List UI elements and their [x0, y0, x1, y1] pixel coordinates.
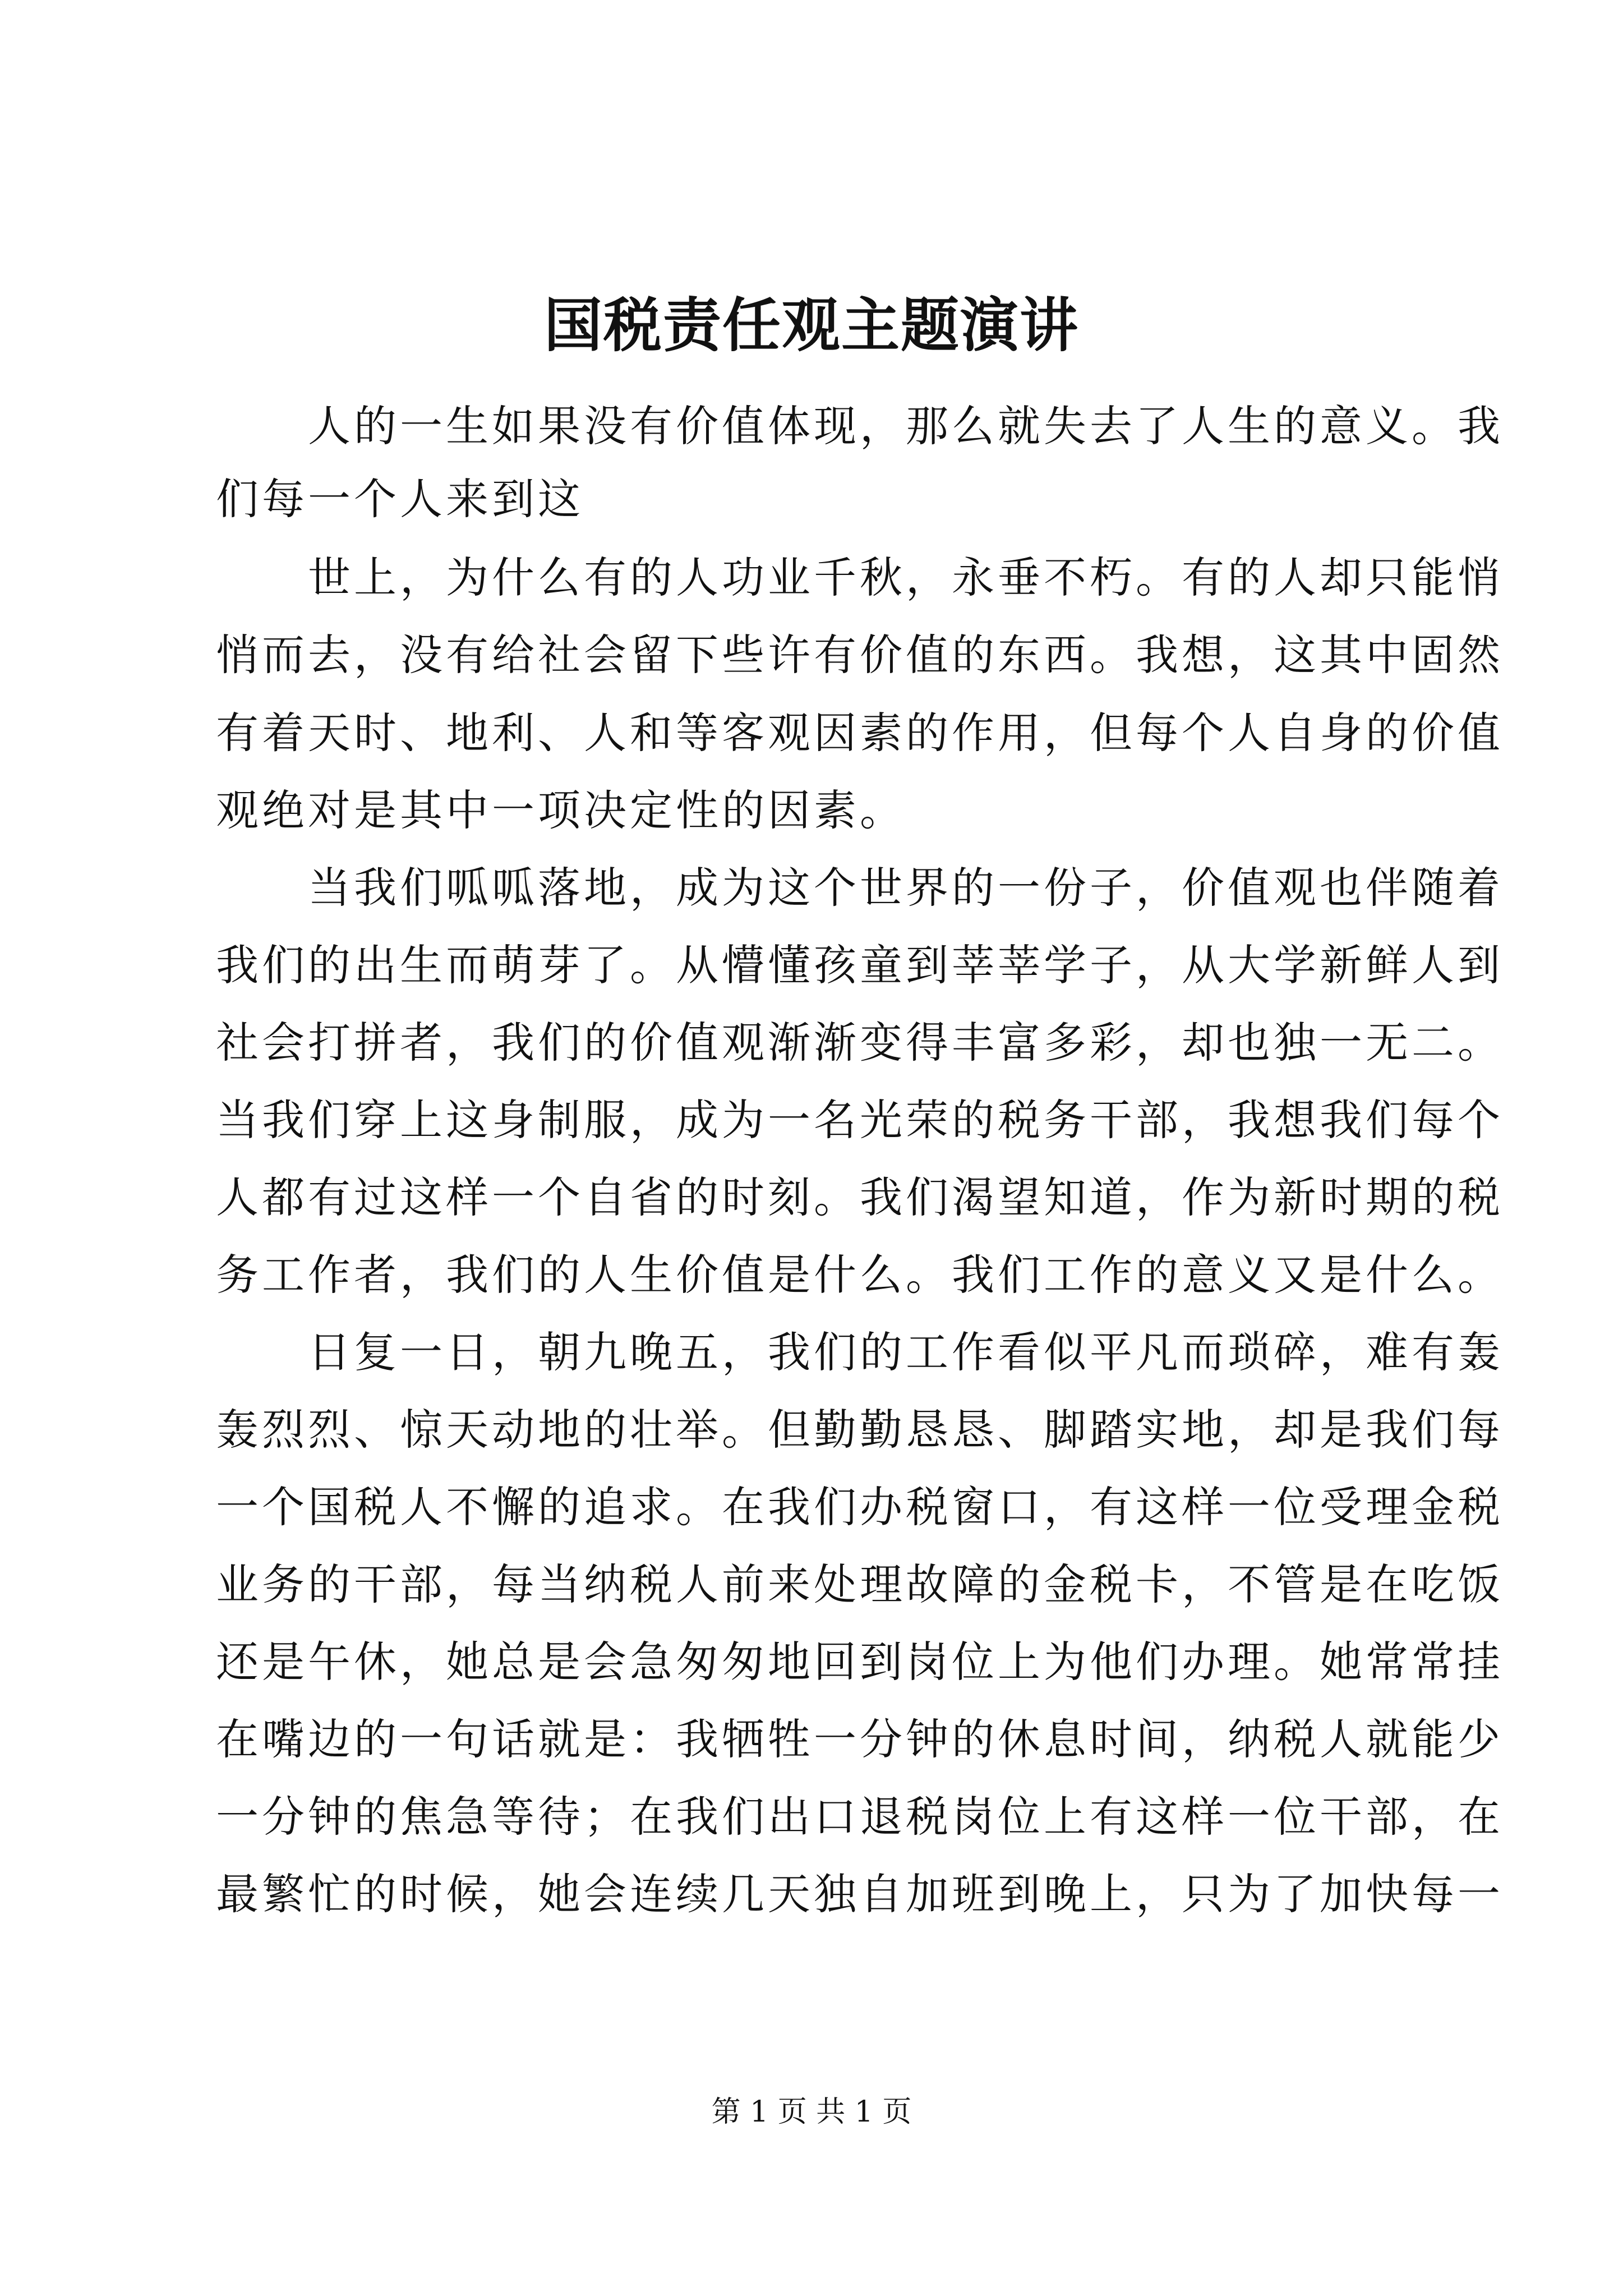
- body-line: 社会打拼者，我们的价值观渐渐变得丰富多彩，却也独一无二。: [216, 1018, 1504, 1068]
- body-line: 世上，为什么有的人功业千秋，永垂不朽。有的人却只能悄: [216, 553, 1504, 602]
- body-line: 在嘴边的一句话就是：我牺牲一分钟的休息时间，纳税人就能少: [216, 1714, 1504, 1764]
- body-line: 我们的出生而萌芽了。从懵懂孩童到莘莘学子，从大学新鲜人到: [216, 940, 1504, 990]
- page-footer: 第 1 页 共 1 页: [711, 2095, 912, 2129]
- body-line: 一分钟的焦急等待；在我们出口退税岗位上有这样一位干部，在: [216, 1792, 1504, 1842]
- body-line: 人都有过这样一个自省的时刻。我们渴望知道，作为新时期的税: [216, 1172, 1504, 1222]
- document-title: 国税责任观主题演讲: [543, 291, 1079, 360]
- body-line: 最繁忙的时候，她会连续几天独自加班到晚上，只为了加快每一: [216, 1869, 1504, 1919]
- body-line: 当我们呱呱落地，成为这个世界的一份子，价值观也伴随着: [216, 863, 1504, 913]
- body-line: 还是午休，她总是会急匆匆地回到岗位上为他们办理。她常常挂: [216, 1637, 1504, 1687]
- body-line: 日复一日，朝九晚五，我们的工作看似平凡而琐碎，难有轰: [216, 1327, 1504, 1377]
- body-line: 一个国税人不懈的追求。在我们办税窗口，有这样一位受理金税: [216, 1482, 1504, 1532]
- body-line: 当我们穿上这身制服，成为一名光荣的税务干部，我想我们每个: [216, 1095, 1504, 1145]
- body-line: 悄而去，没有给社会留下些许有价值的东西。我想，这其中固然: [216, 630, 1504, 680]
- body-line: 人的一生如果没有价值体现，那么就失去了人生的意义。我: [216, 401, 1504, 451]
- body-line: 有着天时、地利、人和等客观因素的作用，但每个人自身的价值: [216, 708, 1504, 758]
- body-line: 务工作者，我们的人生价值是什么。我们工作的意义又是什么。: [216, 1250, 1504, 1300]
- body-line: 们每一个人来到这: [216, 474, 584, 524]
- body-line: 轰烈烈、惊天动地的壮举。但勤勤恳恳、脚踏实地，却是我们每: [216, 1405, 1504, 1455]
- body-line: 观绝对是其中一项决定性的因素。: [216, 785, 906, 835]
- body-line: 业务的干部，每当纳税人前来处理故障的金税卡，不管是在吃饭: [216, 1559, 1504, 1609]
